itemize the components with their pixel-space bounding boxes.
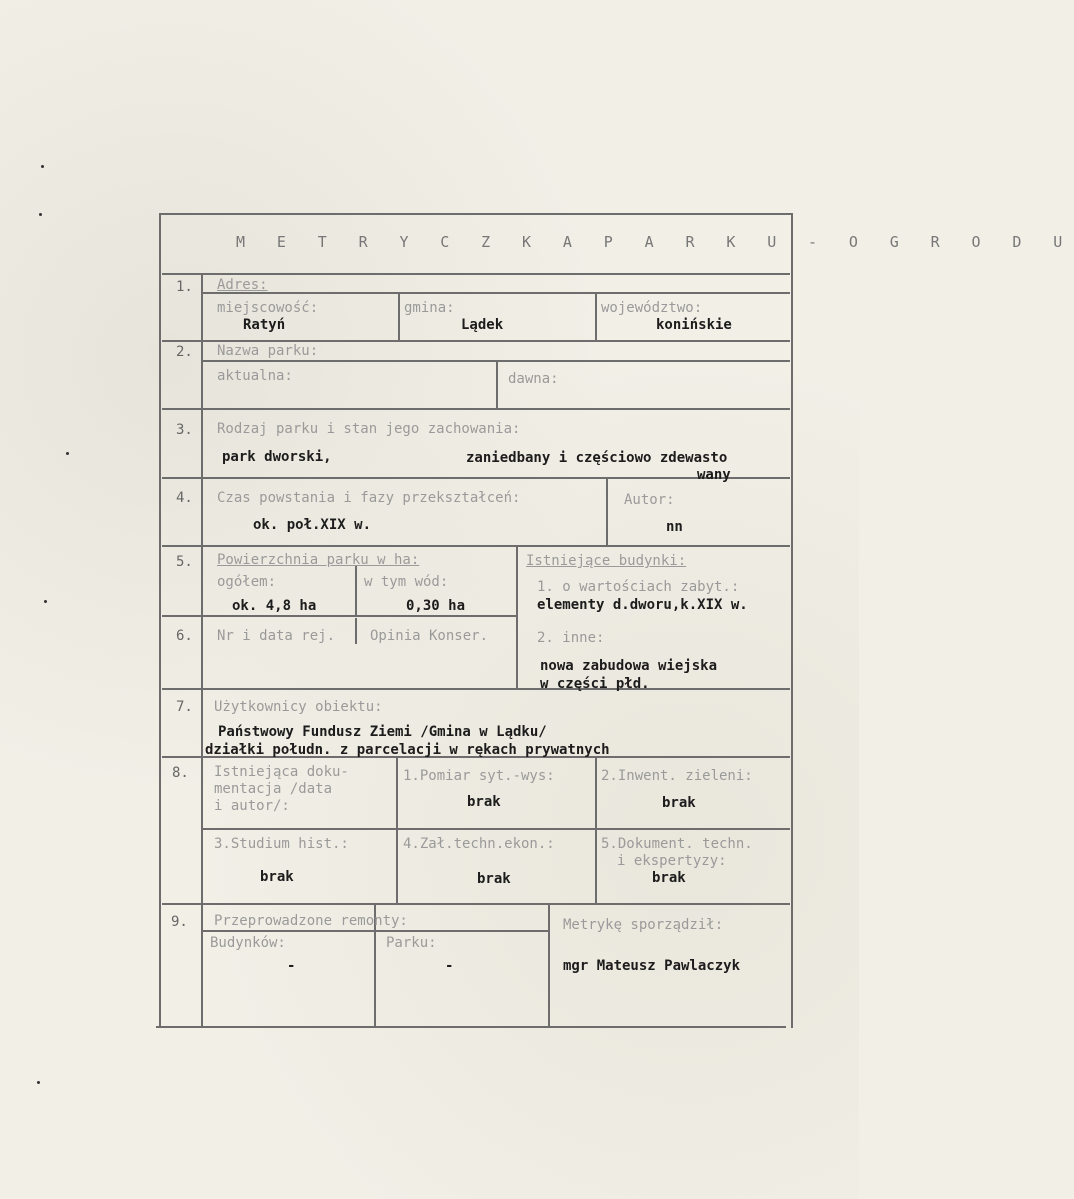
condition-value-cont: wany <box>697 467 731 483</box>
section-number-3: 3. <box>176 422 193 438</box>
water-area-label: w tym wód: <box>364 574 449 590</box>
table-border-right <box>791 213 793 1028</box>
tech-docs-value: brak <box>652 870 686 886</box>
users-line2: działki połudn. z parcelacji w rękach prywatnych <box>205 742 610 758</box>
divider <box>162 477 790 479</box>
author-label: Autor: <box>624 492 675 508</box>
divider <box>595 292 597 340</box>
current-name-label: aktualna: <box>217 368 293 384</box>
inventory-value: brak <box>662 795 696 811</box>
survey-label: 1.Pomiar syt.-wys: <box>403 768 555 784</box>
divider <box>162 273 790 275</box>
ink-dot <box>66 452 69 455</box>
ink-dot <box>44 600 47 603</box>
park-type-value: park dworski, <box>222 449 332 465</box>
buildings-renovations-label: Budynków: <box>210 935 286 951</box>
section-number-7: 7. <box>176 699 193 715</box>
commune-value: Lądek <box>461 317 504 333</box>
divider <box>496 360 498 408</box>
commune-label: gmina: <box>404 300 455 316</box>
table-border-top <box>160 213 792 215</box>
documentation-label-1: Istniejąca doku- <box>214 764 349 780</box>
divider <box>398 292 400 340</box>
compiled-by-value: mgr Mateusz Pawlaczyk <box>563 958 741 974</box>
other-buildings-line1: nowa zabudowa wiejska <box>540 658 718 674</box>
survey-value: brak <box>467 794 501 810</box>
area-label: Powierzchnia parku w ha: <box>217 552 420 568</box>
buildings-label: Istniejące budynki: <box>526 553 687 569</box>
divider <box>162 340 790 342</box>
documentation-label-2: mentacja /data <box>214 781 333 797</box>
section-number-2: 2. <box>176 344 193 360</box>
ink-dot <box>37 1081 40 1084</box>
voivodeship-value: konińskie <box>656 317 732 333</box>
divider <box>606 477 608 545</box>
divider <box>162 903 790 905</box>
users-label: Użytkownicy obiektu: <box>214 699 383 715</box>
park-type-label: Rodzaj parku i stan jego zachowania: <box>217 421 521 437</box>
section-number-9: 9. <box>171 914 188 930</box>
divider <box>203 828 790 830</box>
table-border-bottom <box>156 1026 786 1028</box>
table-border-left <box>159 213 161 1028</box>
conservator-opinion-label: Opinia Konser. <box>370 628 489 644</box>
section-number-4: 4. <box>176 490 193 506</box>
divider <box>162 545 790 547</box>
divider <box>516 545 518 688</box>
divider <box>162 615 517 617</box>
period-value: ok. poł.XIX w. <box>253 517 372 533</box>
park-renovations-label: Parku: <box>386 935 437 951</box>
renovations-label: Przeprowadzone remonty: <box>214 913 408 929</box>
section-number-5: 5. <box>176 554 193 570</box>
total-area-label: ogółem: <box>217 574 277 590</box>
other-buildings-line2: w części płd. <box>540 676 650 692</box>
divider <box>162 688 790 690</box>
divider <box>355 565 357 615</box>
historic-buildings-label: 1. o wartościach zabyt.: <box>537 579 740 595</box>
divider <box>355 618 357 644</box>
divider <box>595 756 597 903</box>
other-buildings-label: 2. inne: <box>537 630 605 646</box>
users-line1: Państwowy Fundusz Ziemi /Gmina w Lądku/ <box>218 724 547 740</box>
section-number-1: 1. <box>176 279 193 295</box>
period-label: Czas powstania i fazy przekształceń: <box>217 490 521 506</box>
tech-docs-label-1: 5.Dokument. techn. <box>601 836 753 852</box>
tech-econ-label: 4.Zał.techn.ekon.: <box>403 836 555 852</box>
tech-docs-label-2: i ekspertyzy: <box>617 853 727 869</box>
section-number-6: 6. <box>176 628 193 644</box>
divider <box>203 292 790 294</box>
locality-label: miejscowość: <box>217 300 319 316</box>
documentation-label-3: i autor/: <box>214 798 290 814</box>
section-number-8: 8. <box>172 765 189 781</box>
number-column-divider <box>201 275 203 1027</box>
park-name-label: Nazwa parku: <box>217 343 319 359</box>
divider <box>162 408 790 410</box>
ink-dot <box>39 213 42 216</box>
registration-label: Nr i data rej. <box>217 628 336 644</box>
history-study-value: brak <box>260 869 294 885</box>
locality-value: Ratyń <box>243 317 286 333</box>
divider <box>396 756 398 903</box>
buildings-renovations-value: - <box>287 958 296 974</box>
tech-econ-value: brak <box>477 871 511 887</box>
voivodeship-label: województwo: <box>601 300 703 316</box>
compiled-by-label: Metrykę sporządził: <box>563 917 724 933</box>
water-area-value: 0,30 ha <box>406 598 466 614</box>
inventory-label: 2.Inwent. zieleni: <box>601 768 753 784</box>
divider <box>203 930 549 932</box>
park-renovations-value: - <box>445 958 454 974</box>
history-study-label: 3.Studium hist.: <box>214 836 349 852</box>
author-value: nn <box>666 519 683 535</box>
address-label: Adres: <box>217 277 268 293</box>
total-area-value: ok. 4,8 ha <box>232 598 317 614</box>
condition-value: zaniedbany i częściowo zdewasto <box>466 450 728 466</box>
form-title: M E T R Y C Z K A P A R K U - O G R O D U <box>236 233 1074 251</box>
historic-buildings-value: elementy d.dworu,k.XIX w. <box>537 597 748 613</box>
former-name-label: dawna: <box>508 371 559 387</box>
ink-dot <box>41 165 44 168</box>
divider <box>548 905 550 1026</box>
